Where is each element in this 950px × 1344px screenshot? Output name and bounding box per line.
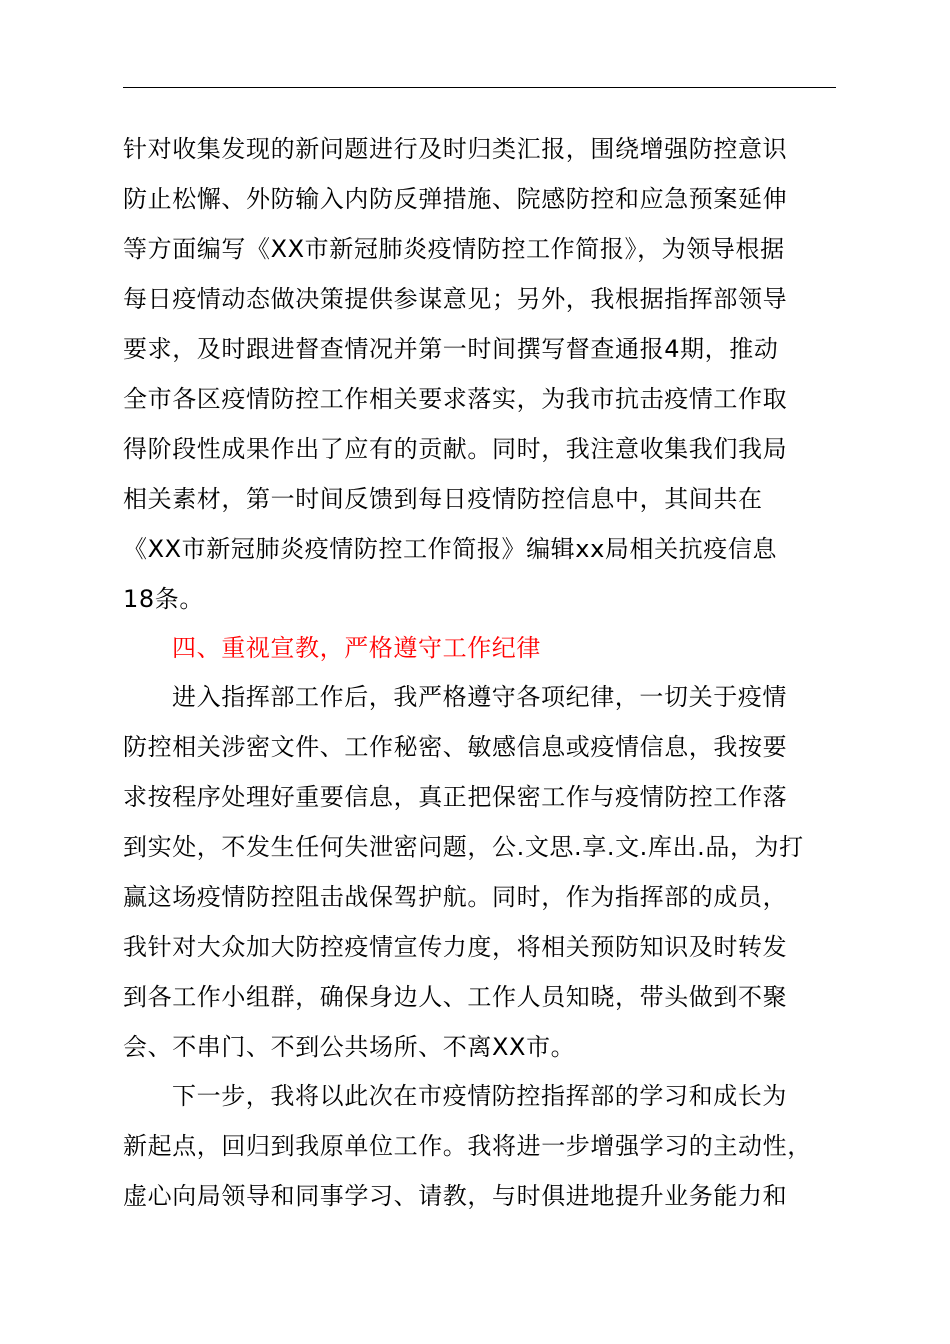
body-line: 针对收集发现的新问题进行及时归类汇报，围绕增强防控意识 (123, 135, 788, 163)
body-line: 我针对大众加大防控疫情宣传力度，将相关预防知识及时转发 (123, 933, 788, 961)
header-rule (123, 87, 836, 88)
body-line: 求按程序处理好重要信息，真正把保密工作与疫情防控工作落 (123, 783, 788, 811)
body-line: 新起点，回归到我原单位工作。我将进一步增强学习的主动性， (123, 1132, 812, 1160)
body-line: 下一步，我将以此次在市疫情防控指挥部的学习和成长为 (172, 1082, 787, 1110)
body-line: 得阶段性成果作出了应有的贡献。同时，我注意收集我们我局 (123, 435, 788, 463)
body-line: 每日疫情动态做决策提供参谋意见；另外，我根据指挥部领导 (123, 285, 788, 313)
body-line: 相关素材，第一时间反馈到每日疫情防控信息中，其间共在 (123, 485, 763, 513)
body-line: 《XX市新冠肺炎疫情防控工作简报》编辑xx局相关抗疫信息 (123, 535, 778, 563)
body-line: 全市各区疫情防控工作相关要求落实，为我市抗击疫情工作取 (123, 385, 788, 413)
body-line: 防止松懈、外防输入内防反弹措施、院感防控和应急预案延伸 (123, 185, 788, 213)
body-line: 会、不串门、不到公共场所、不离XX市。 (123, 1033, 576, 1061)
body-line: 18条。 (123, 585, 204, 613)
body-line: 要求，及时跟进督查情况并第一时间撰写督查通报4期，推动 (123, 335, 779, 363)
body-line: 赢这场疫情防控阻击战保驾护航。同时，作为指挥部的成员， (123, 883, 788, 911)
body-line: 防控相关涉密文件、工作秘密、敏感信息或疫情信息，我按要 (123, 733, 788, 761)
body-line: 等方面编写《XX市新冠肺炎疫情防控工作简报》，为领导根据 (123, 235, 785, 263)
body-line: 到各工作小组群，确保身边人、工作人员知晓，带头做到不聚 (123, 983, 788, 1011)
body-line: 到实处，不发生任何失泄密问题，公.文思.享.文.库出.品，为打 (123, 833, 804, 861)
body-line: 虚心向局领导和同事学习、请教，与时俱进地提升业务能力和 (123, 1182, 788, 1210)
body-line: 进入指挥部工作后，我严格遵守各项纪律，一切关于疫情 (172, 683, 787, 711)
section-heading: 四、重视宣教，严格遵守工作纪律 (172, 634, 541, 662)
